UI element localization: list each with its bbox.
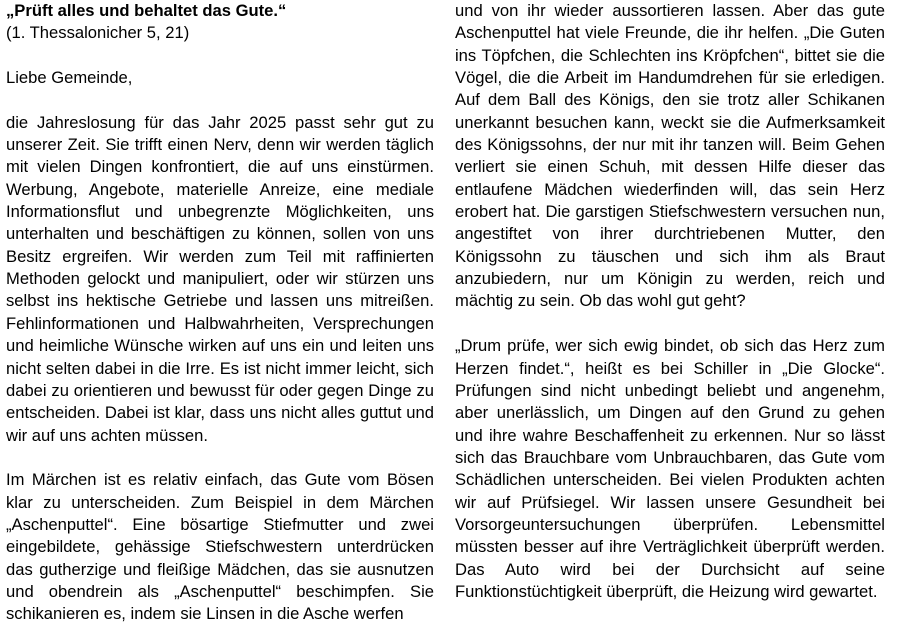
paragraph: die Jahreslosung für das Jahr 2025 passt sehr gut zu unserer Zeit. Sie trifft einen Nerv, denn wir werden täglich mit vielen Dingen konfrontiert, die auf uns einstürmen. Werbung, Angebote, materielle Anreize, eine mediale Informationsflut und unbegrenzte Möglichkeiten, uns unterhalten und beschäftigen zu können, sollen von uns Besitz ergreifen. Wir werden zum Teil mit raffinierten Methoden gelockt und manipuliert, oder wir stürzen uns selbst ins hektische Getriebe und lassen uns mitreißen. Fehlinformationen und Halbwahrheiten, Versprechungen und heimliche Wünsche wirken auf uns ein und leiten uns nicht selten dabei in die Irre. Es ist nicht immer leicht, sich dabei zu orientieren und bewusst für oder gegen Dinge zu entscheiden. Dabei ist klar, dass uns nicht alles guttut und wir auf uns achten müssen. bbox=[6, 112, 434, 445]
right-column bbox=[455, 0, 885, 603]
paragraph: Im Märchen ist es relativ einfach, das Gute vom Bösen klar zu unterscheiden. Zum Beispiel in dem Märchen „Aschenputtel“. Eine bösartige Stiefmutter und zwei eingebildete, gehässige Stiefschwestern unterdrücken das gutherzige und fleißige Mädchen, das sie ausnutzen und obendrein als „Aschenputtel“ beschimpfen. Sie schikanieren es, indem sie Linsen in die Asche werfen bbox=[6, 470, 434, 624]
paragraph: „Drum prüfe, wer sich ewig bindet, ob sich das Herz zum Herzen findet.“, heißt es bei Schiller in „Die Glocke“. Prüfungen sind nicht unbedingt beliebt und angenehm, aber unerlässlich, um Dingen auf den Grund zu gehen und ihre wahre Beschaffenheit zu erkennen. Nur so lässt sich das Brauchbare vom Unbrauchbaren, das Gute vom Schädlichen unterscheiden. Bei vielen Produkten achten wir auf Prüfsiegel. Wir lassen unsere Gesundheit bei Vorsorgeuntersuchungen überprüfen. Lebensmittel müssten besser auf ihre Verträglichkeit überprüft werden. Das Auto wird bei der Durchsicht auf seine Funktionstüchtigkeit überprüft, die Heizung wird gewartet. bbox=[455, 336, 885, 601]
left-column bbox=[6, 0, 434, 626]
greeting: Liebe Gemeinde, bbox=[6, 68, 133, 88]
paragraph: und von ihr wieder aussortieren lassen. Aber das gute Aschenputtel hat viele Freunde, die ihr helfen. „Die Guten ins Töpfchen, die Schlechten ins Kröpfchen“, bittet sie die Vögel, die die Arbeit im Handumdrehen für sie erledigen. Auf dem Ball des Königs, den sie trotz aller Schikanen unerkannt besuchen kann, weckt sie die Aufmerksamkeit des Königssohns, der nur mit ihr tanzen will. Beim Gehen verliert sie einen Schuh, mit dessen Hilfe dieser das entlaufene Mädchen wiederfinden will, das sein Herz erobert hat. Die garstigen Stiefschwestern versuchen nun, angestiftet von ihrer durchtriebenen Mutter, den Königssohn zu täuschen und sich ihm als Braut anzubiedern, nur um Königin zu werden, reich und mächtig zu sein. Ob das wohl gut geht? bbox=[455, 1, 885, 311]
document-title: „Prüft alles und behaltet das Gute.“ bbox=[6, 1, 287, 20]
bible-reference: (1. Thessalonicher 5, 21) bbox=[6, 23, 190, 43]
